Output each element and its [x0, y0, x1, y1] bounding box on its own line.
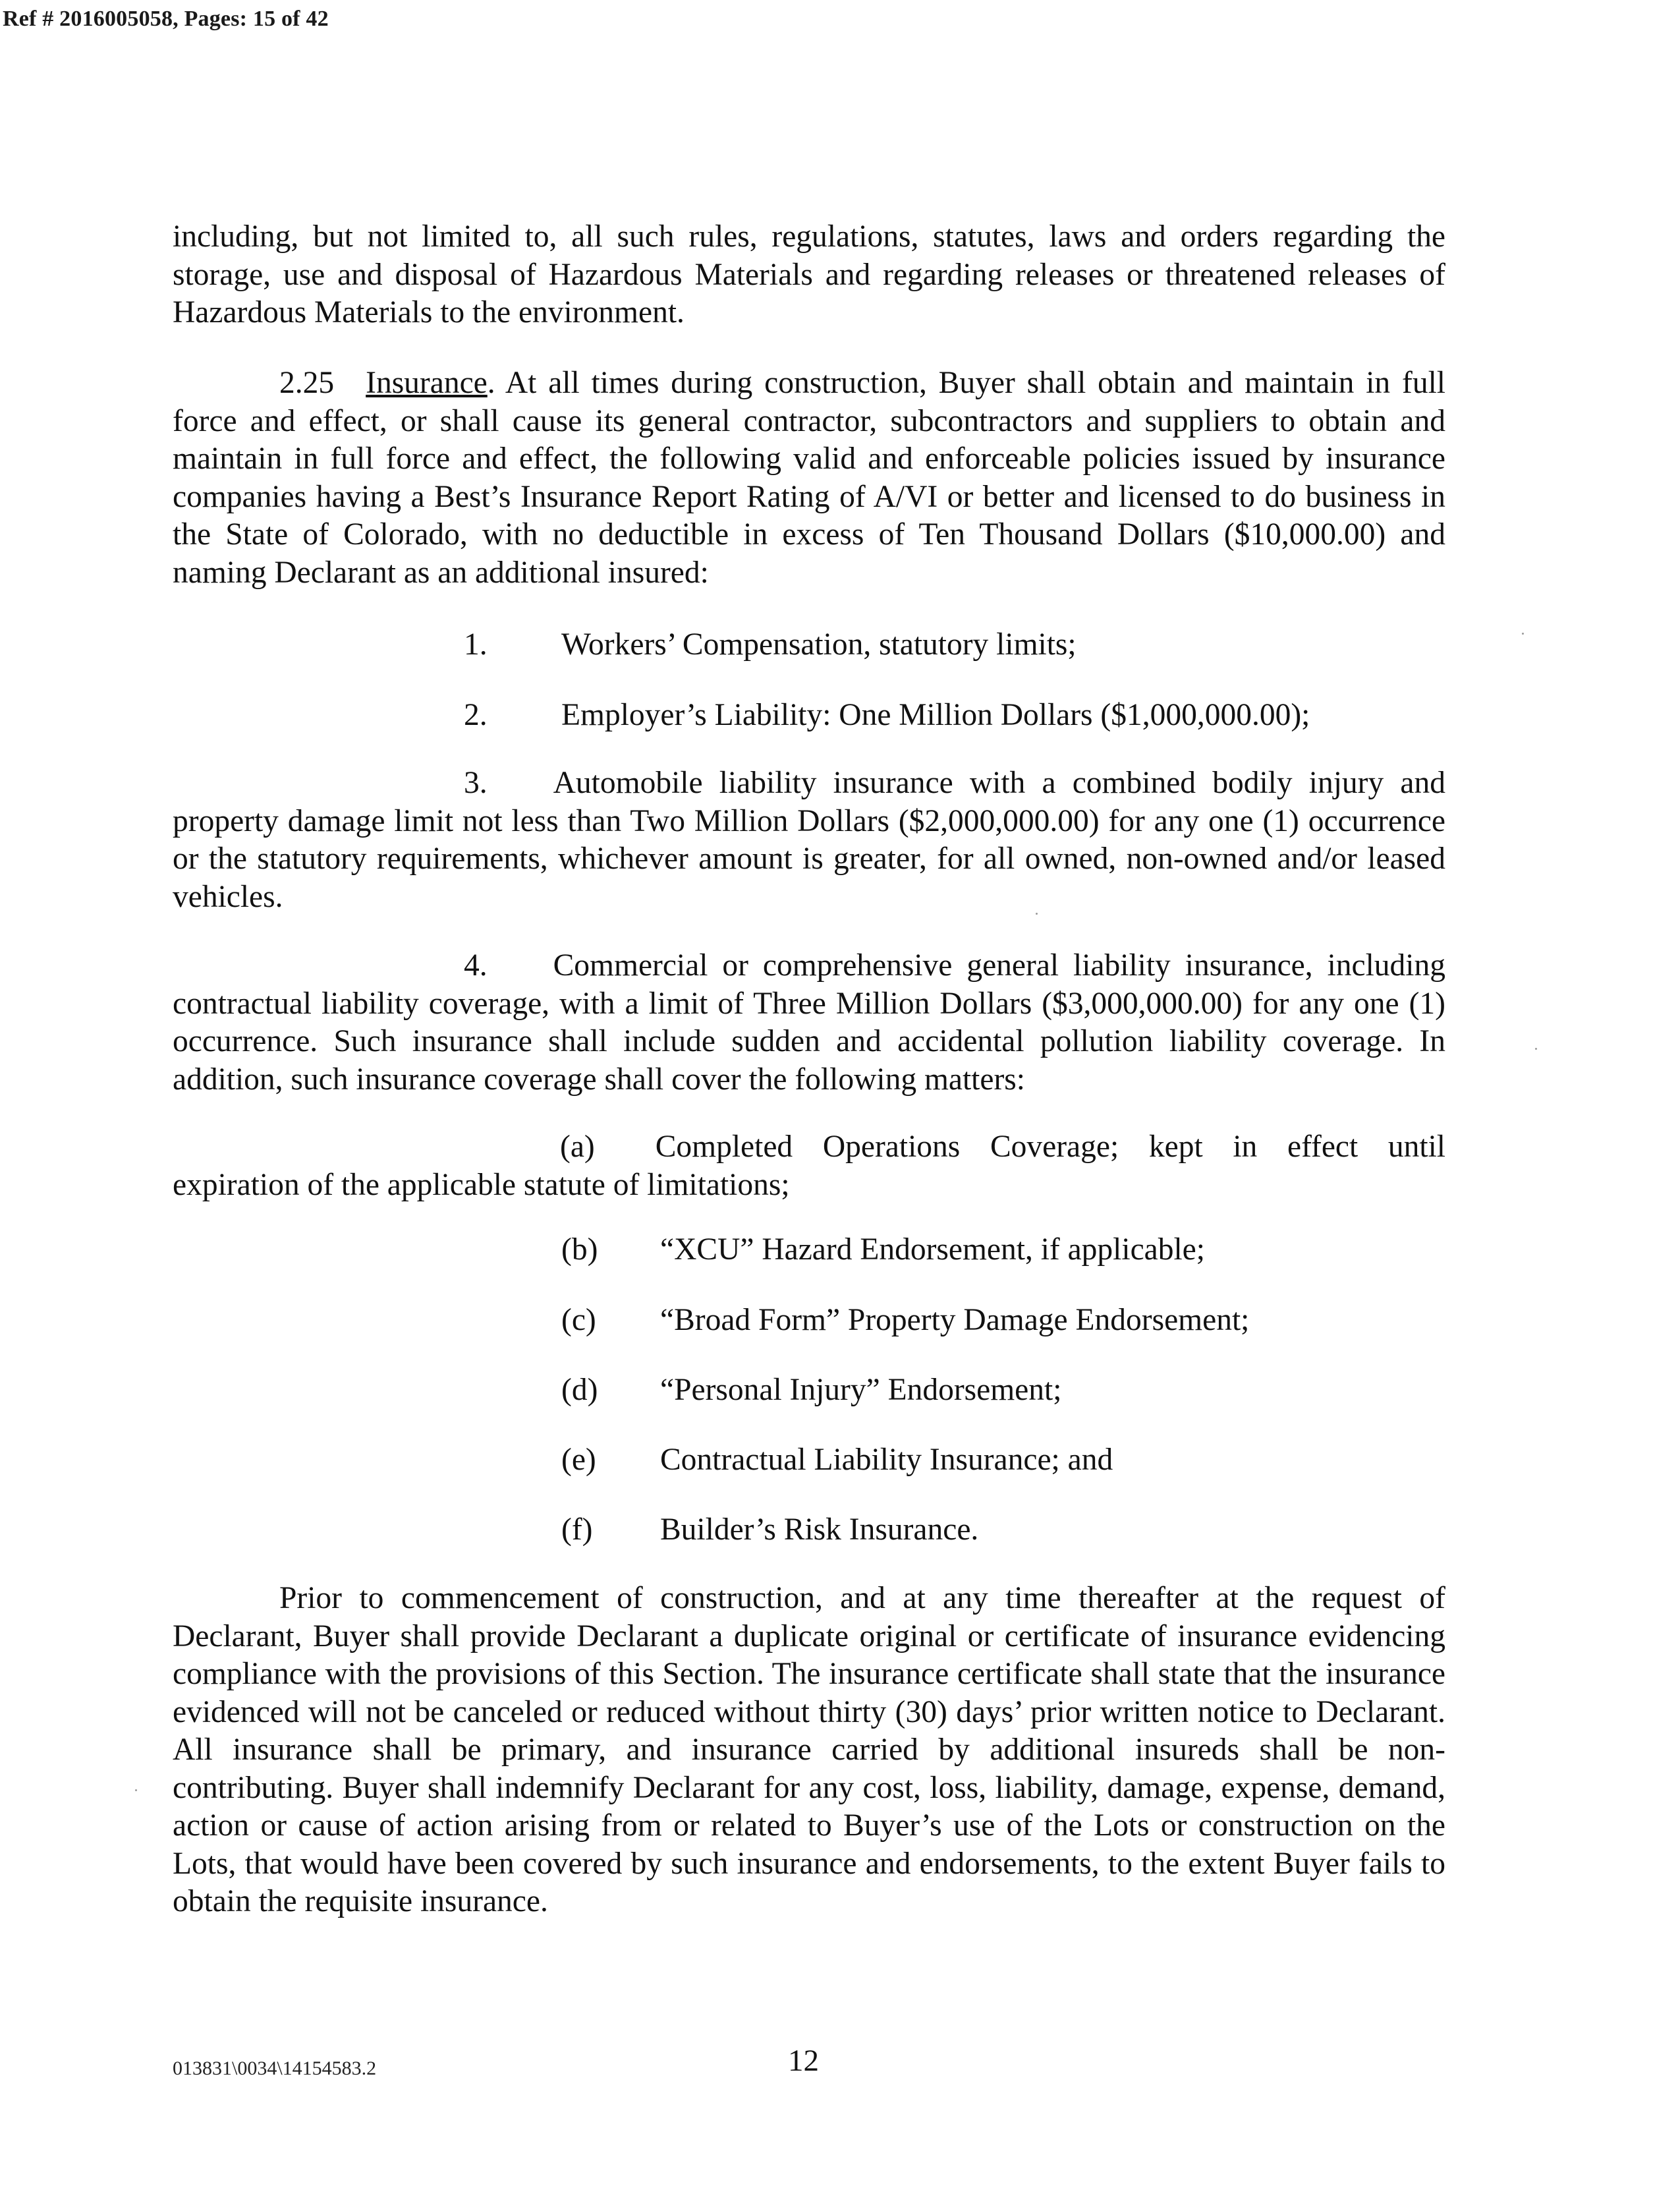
section-text: At all times during construction, Buyer shall obtain and maintain in full force and effect, or shall cause its general contractor, subcontractors and suppliers to obtain and maintain in full force and effect, the following valid and enforceable policies issued by insurance companies having a Best’s Insurance Report Rating of A/VI or better and licensed to do business in the State of Colorado, with no deductible in excess of Ten Thousand Dollars ($10,000.00) and naming Declarant as an additional insured: — [173, 366, 1445, 590]
page-number: 12 — [788, 2044, 819, 2078]
item-3-paragraph — [173, 764, 1445, 916]
recording-reference-header: Ref # 2016005058, Pages: 15 of 42 — [3, 7, 329, 31]
continuation-paragraph: including, but not limited to, all such rules, regulations, statutes, laws and orders regarding the storage, use and disposal of Hazardous Materials and regarding releases or threatened releases of Hazardous Materials to the environment. — [173, 219, 1445, 330]
section-title: Insurance — [366, 366, 488, 400]
scan-speck — [1522, 633, 1524, 635]
subitem-number: (f) — [561, 1512, 593, 1547]
item-number: 4. — [464, 948, 488, 983]
subitem-text: Builder’s Risk Insurance. — [660, 1512, 979, 1547]
subitem-text: Contractual Liability Insurance; and — [660, 1443, 1113, 1477]
subitem-text: Completed Operations Coverage; kept in effect until expiration of the applicable statute of limitations; — [173, 1130, 1445, 1202]
closing-paragraph: Prior to commencement of construction, and at any time thereafter at the request of Declarant, Buyer shall provide Declarant a duplicate original or certificate of insurance evidencing compliance with the provisions of this Section. The insurance certificate shall state that the insurance evidenced will not be canceled or reduced without thirty (30) days’ prior written notice to Declarant. All insurance shall be primary, and insurance carried by additional insureds shall be non-contributing. Buyer shall indemnify Declarant for any cost, loss, liability, damage, expense, demand, action or cause of action arising from or related to Buyer’s use of the Lots or construction on the Lots, that would have been covered by such insurance and endorsements, to the extent Buyer fails to obtain the requisite insurance. — [173, 1581, 1445, 1918]
subitem-a-paragraph — [173, 1128, 1445, 1204]
item-text: Commercial or comprehensive general liability insurance, including contractual liability coverage, with a limit of Three Million Dollars ($3,000,000.00) for any one (1) occurrence. Such insurance shall include sudden and accidental pollution liability coverage. In addition, such insurance coverage shall cover the following matters: — [173, 948, 1445, 1097]
item-text: Automobile liability insurance with a combined bodily injury and property damage limit not less than Two Million Dollars ($2,000,000.00) for any one (1) occurrence or the statutory requirements, whichever amount is greater, for all owned, non-owned and/or leased vehicles. — [173, 766, 1445, 914]
scan-speck — [1036, 913, 1038, 915]
subitem-number: (c) — [561, 1303, 596, 1337]
scan-speck — [135, 1789, 137, 1791]
subitem-number: (a) — [560, 1130, 595, 1164]
item-number: 3. — [464, 766, 488, 800]
section-number: 2.25 — [279, 366, 335, 400]
scan-speck — [1535, 1048, 1537, 1050]
subitem-number: (d) — [561, 1373, 598, 1407]
item-text: Workers’ Compensation, statutory limits; — [561, 627, 1077, 662]
item-number: 2. — [464, 698, 488, 732]
item-4-paragraph — [173, 947, 1445, 1099]
item-number: 1. — [464, 627, 488, 662]
subitem-text: “Broad Form” Property Damage Endorsement; — [660, 1303, 1250, 1337]
subitem-text: “XCU” Hazard Endorsement, if applicable; — [660, 1232, 1205, 1267]
item-text: Employer’s Liability: One Million Dollars ($1,000,000.00); — [561, 698, 1310, 732]
subitem-number: (e) — [561, 1443, 596, 1477]
subitem-text: “Personal Injury” Endorsement; — [660, 1373, 1062, 1407]
section-2-25-paragraph: 2.25 Insurance. At all times during construction, Buyer shall obtain and maintain in full force and effect, or shall cause its general contractor, subcontractors and suppliers to obtain and maintain in full force and effect, the following valid and enforceable policies issued by insurance companies having a Best’s Insurance Report Rating of A/VI or better and licensed to do business in the State of Colorado, with no deductible in excess of Ten Thousand Dollars ($10,000.00) and naming Declarant as an additional insured: — [173, 366, 1445, 590]
subitem-number: (b) — [561, 1232, 598, 1267]
document-code: 013831\0034\14154583.2 — [173, 2057, 377, 2079]
